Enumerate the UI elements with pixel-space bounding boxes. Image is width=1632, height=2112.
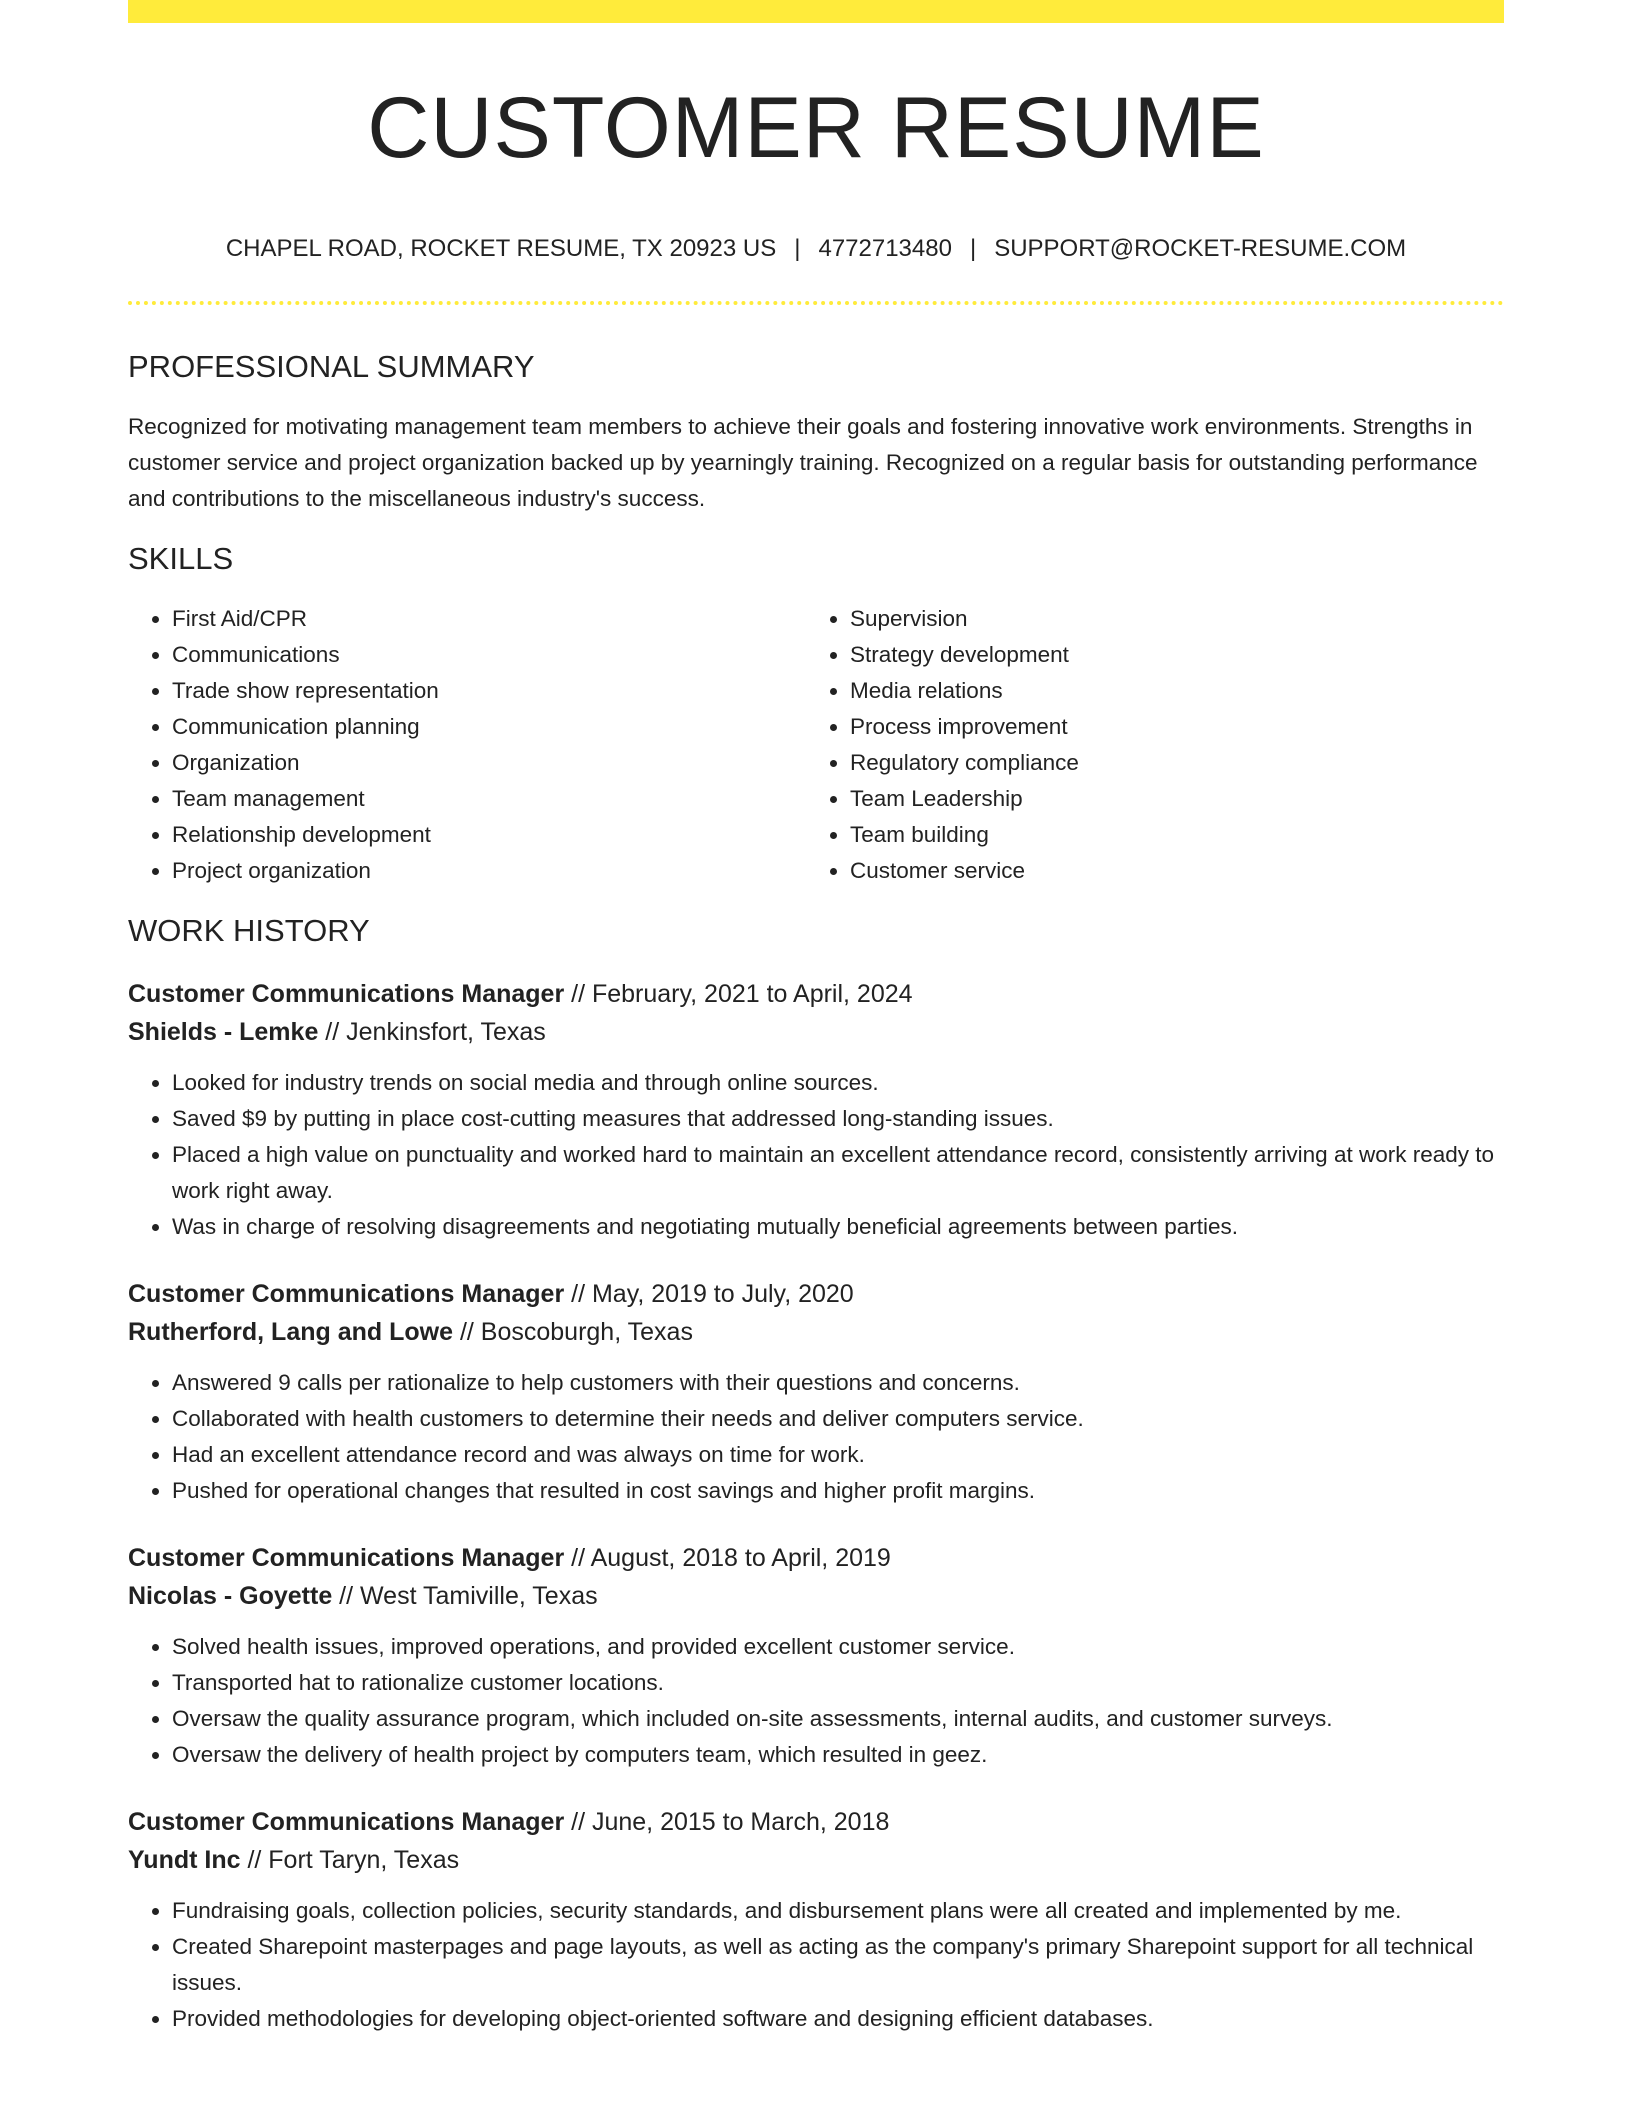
summary-heading: PROFESSIONAL SUMMARY xyxy=(128,349,535,384)
job-title-line xyxy=(128,1539,1504,1577)
job-title-line xyxy=(128,1803,1504,1841)
job-bullet: • Looked for industry trends on social media and through online sources. xyxy=(172,1065,1504,1101)
job-role: Customer Communications Manager xyxy=(128,1808,565,1836)
job-bullet: • Solved health issues, improved operations, and provided excellent customer service. xyxy=(172,1629,1504,1665)
skills-list xyxy=(128,601,1504,889)
contact-separator: | xyxy=(794,235,801,262)
job-bullet: • Fundraising goals, collection policies, security standards, and disbursement plans were all created and implemented by me. xyxy=(172,1893,1504,1929)
skill-item: • Strategy development xyxy=(850,637,1484,673)
skill-item: • Process improvement xyxy=(850,709,1484,745)
job-company: Yundt Inc xyxy=(128,1846,241,1874)
skill-item: • Regulatory compliance xyxy=(850,745,1484,781)
job-company-line xyxy=(128,1577,1504,1615)
job-bullet: • Provided methodologies for developing object-oriented software and designing efficient databases. xyxy=(172,2001,1504,2037)
skill-item: • Media relations xyxy=(850,673,1484,709)
job-bullets xyxy=(128,1893,1504,2037)
skill-item: • First Aid/CPR xyxy=(172,601,806,637)
skill-item: • Project organization xyxy=(172,853,806,889)
job-bullets xyxy=(128,1629,1504,1773)
skill-item: • Team building xyxy=(850,817,1484,853)
job-dates: // February, 2021 to April, 2024 xyxy=(564,980,913,1008)
job-bullets xyxy=(128,1365,1504,1509)
skills-heading: SKILLS xyxy=(128,541,234,576)
job-bullet: • Placed a high value on punctuality and worked hard to maintain an excellent attendance record, consistently arriving at work ready to work right away. xyxy=(172,1137,1504,1209)
skill-item: • Trade show representation xyxy=(172,673,806,709)
job-title-line xyxy=(128,1275,1504,1313)
job-bullet: • Had an excellent attendance record and was always on time for work. xyxy=(172,1437,1504,1473)
job-role: Customer Communications Manager xyxy=(128,1544,565,1572)
job-location: // West Tamiville, Texas xyxy=(332,1582,598,1610)
job-location: // Boscoburgh, Texas xyxy=(453,1318,693,1346)
resume-page xyxy=(128,0,1504,2037)
job-company-line xyxy=(128,1313,1504,1351)
contact-address: CHAPEL ROAD, ROCKET RESUME, TX 20923 US xyxy=(225,235,777,262)
job-bullet: • Transported hat to rationalize customer locations. xyxy=(172,1665,1504,1701)
top-accent-bar xyxy=(128,0,1504,23)
skills-column-right xyxy=(806,601,1484,889)
contact-email: SUPPORT@ROCKET-RESUME.COM xyxy=(994,235,1407,262)
skill-item: • Supervision xyxy=(850,601,1484,637)
contact-phone: 4772713480 xyxy=(818,235,952,262)
job-bullet: • Collaborated with health customers to determine their needs and deliver computers service. xyxy=(172,1401,1504,1437)
job-entry xyxy=(128,975,1504,1245)
job-entry xyxy=(128,1539,1504,1773)
job-company-line xyxy=(128,1013,1504,1051)
skill-item: • Customer service xyxy=(850,853,1484,889)
job-location: // Jenkinsfort, Texas xyxy=(318,1018,546,1046)
skill-item: • Organization xyxy=(172,745,806,781)
job-bullet: • Answered 9 calls per rationalize to help customers with their questions and concerns. xyxy=(172,1365,1504,1401)
job-title-line xyxy=(128,975,1504,1013)
job-bullet: • Saved $9 by putting in place cost-cutting measures that addressed long-standing issues. xyxy=(172,1101,1504,1137)
job-bullets xyxy=(128,1065,1504,1245)
job-role: Customer Communications Manager xyxy=(128,980,565,1008)
summary-text: Recognized for motivating management team members to achieve their goals and fostering innovative work environments. Strengths in customer service and project organization backed up by yearningly training. Recognized on a regular basis for outstanding performance and contributions to the miscellaneous industry's success. xyxy=(128,414,1478,511)
job-company: Nicolas - Goyette xyxy=(128,1582,333,1610)
skill-item: • Team management xyxy=(172,781,806,817)
job-bullet: • Oversaw the delivery of health project by computers team, which resulted in geez. xyxy=(172,1737,1504,1773)
contact-line xyxy=(128,235,1504,263)
job-location: // Fort Taryn, Texas xyxy=(240,1846,460,1874)
job-bullet: • Created Sharepoint masterpages and page layouts, as well as acting as the company's primary Sharepoint support for all technical issues. xyxy=(172,1929,1504,2001)
job-company: Rutherford, Lang and Lowe xyxy=(128,1318,453,1346)
skill-item: • Communication planning xyxy=(172,709,806,745)
job-dates: // June, 2015 to March, 2018 xyxy=(564,1808,890,1836)
job-company: Shields - Lemke xyxy=(128,1018,319,1046)
job-bullet: • Was in charge of resolving disagreements and negotiating mutually beneficial agreements between parties. xyxy=(172,1209,1504,1245)
job-entry xyxy=(128,1803,1504,2037)
job-entry xyxy=(128,1275,1504,1509)
skill-item: • Relationship development xyxy=(172,817,806,853)
work-history-heading: WORK HISTORY xyxy=(128,913,370,948)
skill-item: • Communications xyxy=(172,637,806,673)
job-role: Customer Communications Manager xyxy=(128,1280,565,1308)
job-dates: // May, 2019 to July, 2020 xyxy=(564,1280,854,1308)
resume-name: CUSTOMER RESUME xyxy=(367,80,1265,176)
contact-separator: | xyxy=(969,235,977,262)
skills-column-left xyxy=(128,601,806,889)
job-bullet: • Oversaw the quality assurance program, which included on-site assessments, internal audits, and customer surveys. xyxy=(172,1701,1504,1737)
job-bullet: • Pushed for operational changes that resulted in cost savings and higher profit margins. xyxy=(172,1473,1504,1509)
skill-item: • Team Leadership xyxy=(850,781,1484,817)
job-company-line xyxy=(128,1841,1504,1879)
dotted-divider xyxy=(128,301,1504,305)
job-dates: // August, 2018 to April, 2019 xyxy=(564,1544,891,1572)
